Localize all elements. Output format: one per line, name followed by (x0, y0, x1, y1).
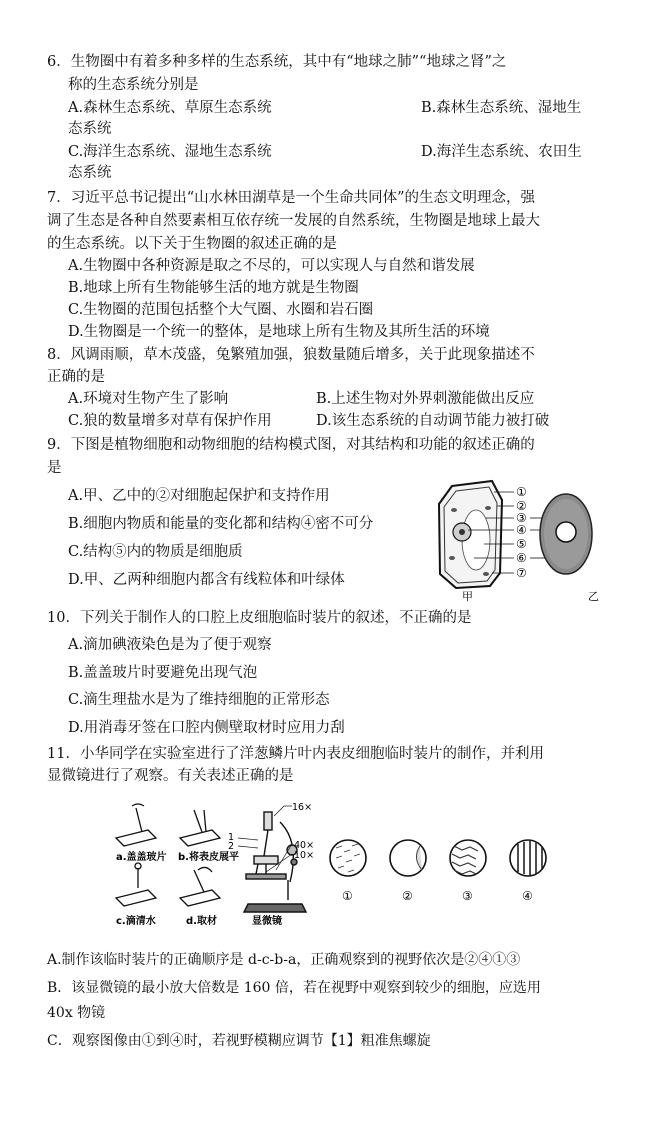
q9-stem-line1: 9．下图是植物细胞和动物细胞的结构模式图，对其结构和功能的叙述正确的 (47, 437, 535, 453)
fig-num-5: ⑤ (516, 537, 527, 551)
chloroplast (485, 506, 491, 510)
q7-option-a: A.生物圈中各种资源是取之不尽的，可以实现人与自然和谐发展 (68, 258, 475, 274)
step-b-sketch (180, 810, 220, 846)
q6-option-b-line1: B.森林生态系统、湿地生 (421, 100, 582, 116)
scope-num-2: 2 (228, 841, 235, 852)
q6-option-c: C.海洋生态系统、湿地生态系统 (68, 144, 272, 160)
cell-structure-figure (434, 478, 614, 603)
mag-objective-low: 10× (294, 850, 315, 861)
q9-option-c: C.结构⑤内的物质是细胞质 (68, 544, 243, 560)
q6-stem-line2: 称的生态系统分别是 (68, 77, 199, 93)
q11-option-b-line1: B．该显微镜的最小放大倍数是 160 倍，若在视野中观察到较少的细胞，应选用 (47, 980, 541, 996)
step-d-sketch (180, 867, 220, 906)
q10-option-b: B.盖盖玻片时要避免出现气泡 (68, 665, 258, 681)
q9-option-d: D.甲、乙两种细胞内都含有线粒体和叶绿体 (68, 572, 345, 588)
scope-num-1: 1 (228, 832, 235, 843)
fig-num-1: ① (516, 485, 527, 499)
q7-stem-line1: 7．习近平总书记提出“山水林田湖草是一个生命共同体”的生态文明理念，强 (47, 190, 536, 206)
q9-option-b: B.细胞内物质和能量的变化都和结构④密不可分 (68, 516, 374, 532)
mag-eyepiece: 16× (292, 802, 313, 813)
q8-stem-line2: 正确的是 (47, 369, 105, 385)
step-c-sketch (116, 863, 156, 906)
step-d-label: d.取材 (186, 916, 217, 927)
step-c-label: c.滴清水 (116, 916, 156, 927)
step-a-sketch (116, 804, 156, 846)
field-view-1 (330, 840, 366, 876)
q11-option-b-line2: 40x 物镜 (47, 1005, 106, 1021)
view-num-3: ③ (462, 889, 473, 903)
microscope-sketch (244, 812, 306, 912)
q8-option-b: B.上述生物对外界刺激能做出反应 (316, 391, 535, 407)
q11-stem-line2: 显微镜进行了观察。有关表述正确的是 (47, 768, 294, 784)
q8-stem-line1: 8．风调雨顺，草木茂盛，兔繁殖加强，狼数量随后增多，关于此现象描述不 (47, 347, 535, 363)
microscope-label: 显微镜 (252, 916, 282, 927)
field-view-2 (390, 840, 426, 876)
fig-num-4: ④ (516, 523, 527, 537)
fig-num-6: ⑥ (516, 551, 527, 565)
q10-stem: 10．下列关于制作人的口腔上皮细胞临时装片的叙述，不正确的是 (47, 610, 472, 626)
fig-label-yi: 乙 (588, 590, 599, 603)
fig-num-2: ② (516, 499, 527, 513)
fig-label-jia: 甲 (462, 590, 473, 603)
step-b-label: b.将表皮展平 (178, 852, 239, 863)
q7-option-b: B.地球上所有生物能够生活的地方就是生物圈 (68, 280, 359, 296)
field-view-3 (450, 840, 486, 876)
fig-num-3: ③ (516, 511, 527, 525)
q6-stem-line1: 6．生物圈中有着多种多样的生态系统，其中有“地球之肺”“地球之肾”之 (47, 54, 507, 70)
fig-num-7: ⑦ (516, 566, 527, 580)
view-num-2: ② (402, 889, 413, 903)
q8-option-a: A.环境对生物产生了影响 (68, 391, 229, 407)
q9-stem-line2: 是 (47, 460, 62, 476)
animal-nucleus (556, 522, 576, 542)
q9-option-a: A.甲、乙中的②对细胞起保护和支持作用 (68, 488, 330, 504)
view-num-1: ① (342, 889, 353, 903)
q11-option-c: C．观察图像由①到④时，若视野模糊应调节【1】粗准焦螺旋 (47, 1033, 431, 1049)
q7-stem-line2: 调了生态是各种自然要素相互依存统一发展的自然系统，生物圈是地球上最大 (47, 213, 540, 229)
q6-option-d-line1: D.海洋生态系统、农田生 (421, 144, 582, 160)
q7-option-c: C.生物圈的范围包括整个大气圈、水圈和岩石圈 (68, 302, 374, 318)
q8-option-c: C.狼的数量增多对草有保护作用 (68, 413, 272, 429)
chloroplast (483, 572, 489, 576)
plant-nucleolus (459, 529, 465, 535)
step-a-label: a.盖盖玻片 (116, 852, 167, 863)
chloroplast (451, 508, 457, 512)
q6-option-a: A.森林生态系统、草原生态系统 (68, 100, 272, 116)
q10-option-c: C.滴生理盐水是为了维持细胞的正常形态 (68, 692, 330, 708)
chloroplast (449, 556, 455, 560)
q8-option-d: D.该生态系统的自动调节能力被打破 (316, 413, 550, 429)
q7-option-d: D.生物圈是一个统一的整体，是地球上所有生物及其所生活的环境 (68, 324, 490, 340)
q6-option-b-line2: 态系统 (68, 121, 112, 137)
q11-stem-line1: 11．小华同学在实验室进行了洋葱鳞片叶内表皮细胞临时装片的制作，并利用 (47, 746, 544, 762)
q7-stem-line3: 的生态系统。以下关于生物圈的叙述正确的是 (47, 236, 337, 252)
q11-option-a: A.制作该临时装片的正确顺序是 d-c-b-a，正确观察到的视野依次是②④①③ (47, 952, 521, 968)
q10-option-d: D.用消毒牙签在口腔内侧壁取材时应用力刮 (68, 720, 345, 736)
view-num-4: ④ (522, 889, 533, 903)
q10-option-a: A.滴加碘液染色是为了便于观察 (68, 637, 272, 653)
q6-option-d-line2: 态系统 (68, 165, 112, 181)
field-view-4 (510, 840, 546, 876)
mag-objective-high: 40× (294, 840, 315, 851)
slide-preparation-figure (108, 800, 558, 930)
